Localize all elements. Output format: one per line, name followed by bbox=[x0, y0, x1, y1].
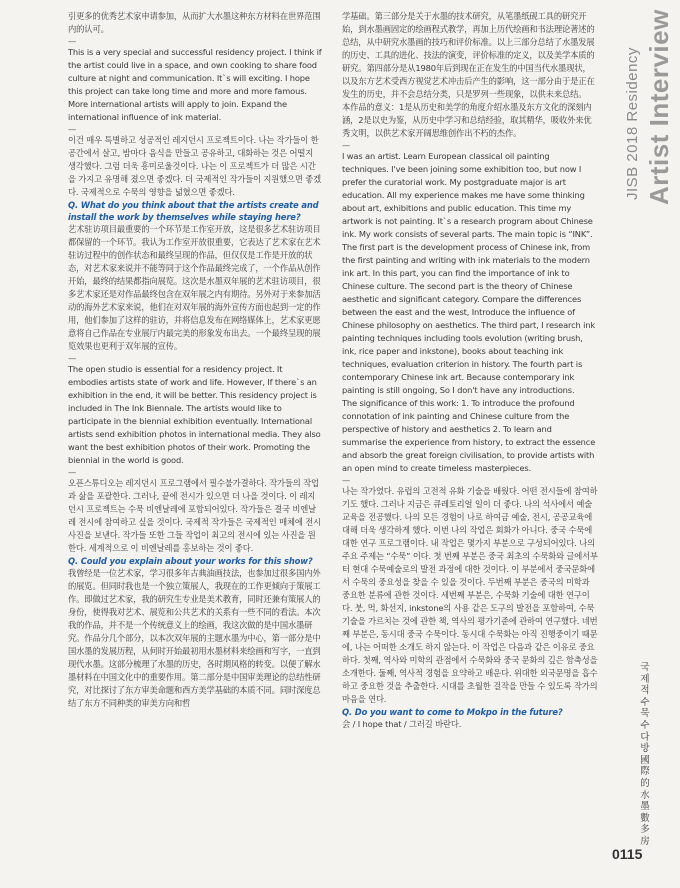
separator-dash: — bbox=[342, 140, 351, 150]
middle-column bbox=[342, 10, 598, 731]
zh-paragraph: 本作品的意义：1是从历史和美学的角度介绍水墨及东方文化的深刻内涵，2是以史为鉴，从历史中学习和总结经验，取其精华，吸收外来优秀文明，以供艺术家开阔思维创作出不朽的杰作。 bbox=[342, 102, 592, 138]
zh-paragraph: 学基础。第三部分是关于水墨的技术研究，从笔墨纸砚工具的研究开始，到水墨画固定的绘画程式教学，再加上历代绘画和书法理论著述的总结，从中研究水墨画的技巧和评价标准。以上三部分总结了水墨发展的历史、工具的进化、技法的演变，评价标准的定义，以及美学本质的研究。第四部分是从1980年后到现在正在发生的中国当代水墨现状，以及东方艺术受西方视觉艺术冲击后产生的影响，这一部分由于是正在发生的历史，并不会总结分类，只是罗列一些现象，以供未来总结。 bbox=[342, 11, 595, 99]
ko-paragraph: 나는 작가였다. 유럽의 고전적 유화 기술을 배웠다. 어떤 전시들에 참여하기도 했다. 그러나 지금은 큐레토리얼 일이 더 좋다. 나의 석사에서 예술교육을 전공했다. 나의 모든 경험이 나로 하여금 예술, 전시, 공공교육에 대해 더욱 생각하게 했다. 이번 나의 작업은 회화가 아니다. 중국 수묵에 대한 연구 프로그램이다. 내 작업은 몇가지 부분으로 구성되어있다. 나의 주요 주제는 “수묵” 이다. 첫 번째 부분은 중국 최초의 수묵화와 글에서부터 현대 수묵예술로의 발전 과정에 대한 것이다. 이 부분에서 중국문화에서 수묵의 중요성을 찾을 수 있을 것이다. 두번째 부분은 중국의 미학과 중요한 분류에 관한 것이다. 세번째 부분은, 수묵화 기술에 대한 연구이다. 붓, 먹, 화선지, inkstone의 사용 같은 도구의 발전을 포함하여, 수묵 기술을 가르치는 것에 관한 책, 역사의 평가기준에 관하여 연구했다. 네번째 부분은, 동시대 중국 수묵이다. 동시대 수묵화는 아직 진행중이기 때문에, 나는 어떠한 소개도 하지 않는다. 이 작업은 다음과 같은 이유로 중요하다. 첫째, 역사와 미학의 관점에서 수묵화와 중국 문화의 깊은 함축성을 소개한다. 둘째, 역사적 경험을 요약하고 배운다. 위대한 외국문명을 흡수하고 중요한 것을 추출한다. 시대를 초월한 걸작을 만들 수 있도록 작가의 마음을 연다. bbox=[342, 486, 598, 704]
ko-paragraph: 오픈스튜디오는 레지던시 프로그램에서 필수불가결하다. 작가들의 작업과 삶을 포괄한다. 그러나, 끝에 전시가 있으면 더 나을 것이다. 이 레지던시 프로젝트는 수묵 비엔날레에 포함되어있다. 작가들은 결국 비엔날레 전시에 참여하고 싶을 것이다. 국제적 작가들은 국제적인 매체에 전시 사진을 보낸다. 작가들 또한 그들 작업이 최고의 전시에 있는 사진을 원한다. 세계적으로 이 비엔날레를 홍보하는 것이 좋다. bbox=[68, 478, 321, 553]
zh-paragraph: 艺术驻访项目最重要的一个环节是工作室开放，这是很多艺术驻访项目都保留的一个环节。我认为工作室开放很重要，它表达了艺术家在艺术驻访过程中的创作状态和最终呈现的作品，但仅仅是工作是开放的状态，对艺术家来说并不能等同于这个作品最终完成了，一个作品从创作开始，最终的结果都指向展览。这次是水墨双年展的艺术驻访项目，很多艺术家还是对作品最终包含在双年展之内有期待。另外对于来参加活动的海外艺术家来说，他们在对双年展的海外宣传方面也起到一定的作用，他们参加了这样的驻访，并将信息发布在网络媒体上，艺术家更愿意将自己作品在专业展厅内最完美的形象发布出去。一个最终呈现的展览效果也更利于双年展的宣传。 bbox=[68, 224, 321, 351]
en-paragraph: I was an artist. Learn European classical oil painting techniques. I've been joining some exhibition too, but now I prefer the curatorial work. My postgraduate major is art education. All my experience makes me have some thinking about art, exhibitions and public education. This time my artwork is not painting. It`s a research program about Chinese ink. My work consists of several parts. The main topic is “INK”. The first part is the development process of Chinese ink, from the first painting and writing with ink materials to the modern ink art. In this part, you can find the importance of ink to Chinese culture. The second part is the theory of Chinese aesthetic and significant category. Compare the differences between the east and the west, Introduce the influence of Chinese philosophy on aesthetics. The third part, I research ink painting techniques including tools evolution (writing brush, ink, rice paper and inkstone), books about teaching ink techniques, evaluation criterion in history. The fourth part is contemporary Chinese ink art. Because contemporary ink painting is still ongoing, So I don't have any introductions. bbox=[342, 151, 596, 395]
ko-paragraph: 이건 매우 특별하고 성공적인 레지던시 프로젝트이다. 나는 작가들이 한 공간에서 살고, 밤마다 음식을 만들고 공유하고, 대화하는 것은 어떨지 생각했다. 그럼 더욱 흥미로울것이다. 나는 이 프로젝트가 더 많은 시간을 가지고 유명해 졌으면 좋겠다. 더 국제적인 작가들이 지원했으면 좋겠다. 국제적으로 수묵의 영향을 넓혔으면 좋겠다. bbox=[68, 135, 321, 197]
sidebar-header bbox=[604, 9, 674, 240]
separator-dash: — bbox=[342, 475, 351, 485]
zh-paragraph: 我曾经是一位艺术家，学习很多年古典油画技法，也参加过很多国内外的展览。但同时我也是一个独立策展人，我现在的工作更倾向于策展工作。即做过艺术家，我的研究生专业是美术教育，同时还兼有策展人的身份，使得我对艺术、展览和公共艺术的关系有一些不同的看法。本次我的作品，并不是一个传统意义上的绘画，我这次做的是中国水墨研究。作品分几个部分，以本次双年展的主题水墨为中心，第一部分是中国水墨的发展历程，从何时开始最初用水墨材料来绘画和写字，一直到现代水墨。这部分梳理了水墨的历史，各时期风格的转变。以便了解水墨材料在中国文化中的重要作用。第二部分是中国审美理论的总结性研究，对比探讨了东方审美命题和西方美学基础的本质不同。同时深度总结了东方不同种类的审美方向和哲 bbox=[68, 568, 321, 708]
page-number: 0115 bbox=[612, 846, 643, 862]
en-paragraph: The open studio is essential for a residency project. It embodies artists state of work and life. However, If there`s an exhibition in the end, it will be better. This residency project is included in The Ink Biennale. The artists would like to participate in the biennial exhibition eventually. International artists send exhibition photos in international media. They also want the best exhibition photos of their work. Promoting the biennial in the world is good. bbox=[68, 364, 321, 465]
separator-dash: — bbox=[68, 353, 77, 363]
question-heading: Q. Could you explain about your works for this show? bbox=[68, 556, 313, 566]
separator-dash: — bbox=[68, 124, 77, 134]
en-paragraph: The significance of this work: 1. To introduce the profound connotation of ink painting and Chinese culture from the perspective of history and aesthetics 2. To learn and summarise the experience from history, to extract the essence and absorb the great foreign civilisation, to provide artists with an open mind to create timeless masterpieces. bbox=[342, 398, 596, 473]
vertical-section-title: 국제적수묵수다방國際的水墨數多房 bbox=[640, 662, 650, 847]
separator-dash: — bbox=[68, 467, 77, 477]
separator-dash: — bbox=[68, 36, 77, 46]
left-column bbox=[68, 10, 322, 710]
section-title: Artist Interview bbox=[644, 9, 674, 205]
question-heading: Q. Do you want to come to Mokpo in the future? bbox=[342, 707, 563, 717]
en-paragraph: This is a very special and successful residency project. I think if the artist could live in a space, and own cooking to share food culture at night and communication. It`s will exciting. I hope this project can take long time and more and more famous. More international artists will apply to join. Expand the international influence of ink material. bbox=[68, 47, 322, 122]
residency-label: JISB 2018 Residency bbox=[624, 47, 641, 200]
answer-text: 会 / I hope that / 그러길 바란다. bbox=[342, 719, 462, 729]
question-heading: Q. What do you think about that the artists create and install the work by themselves while staying here? bbox=[68, 200, 319, 222]
zh-paragraph: 引更多的优秀艺术家申请参加，从而扩大水墨这种东方材料在世界范围内的认可。 bbox=[68, 11, 321, 34]
